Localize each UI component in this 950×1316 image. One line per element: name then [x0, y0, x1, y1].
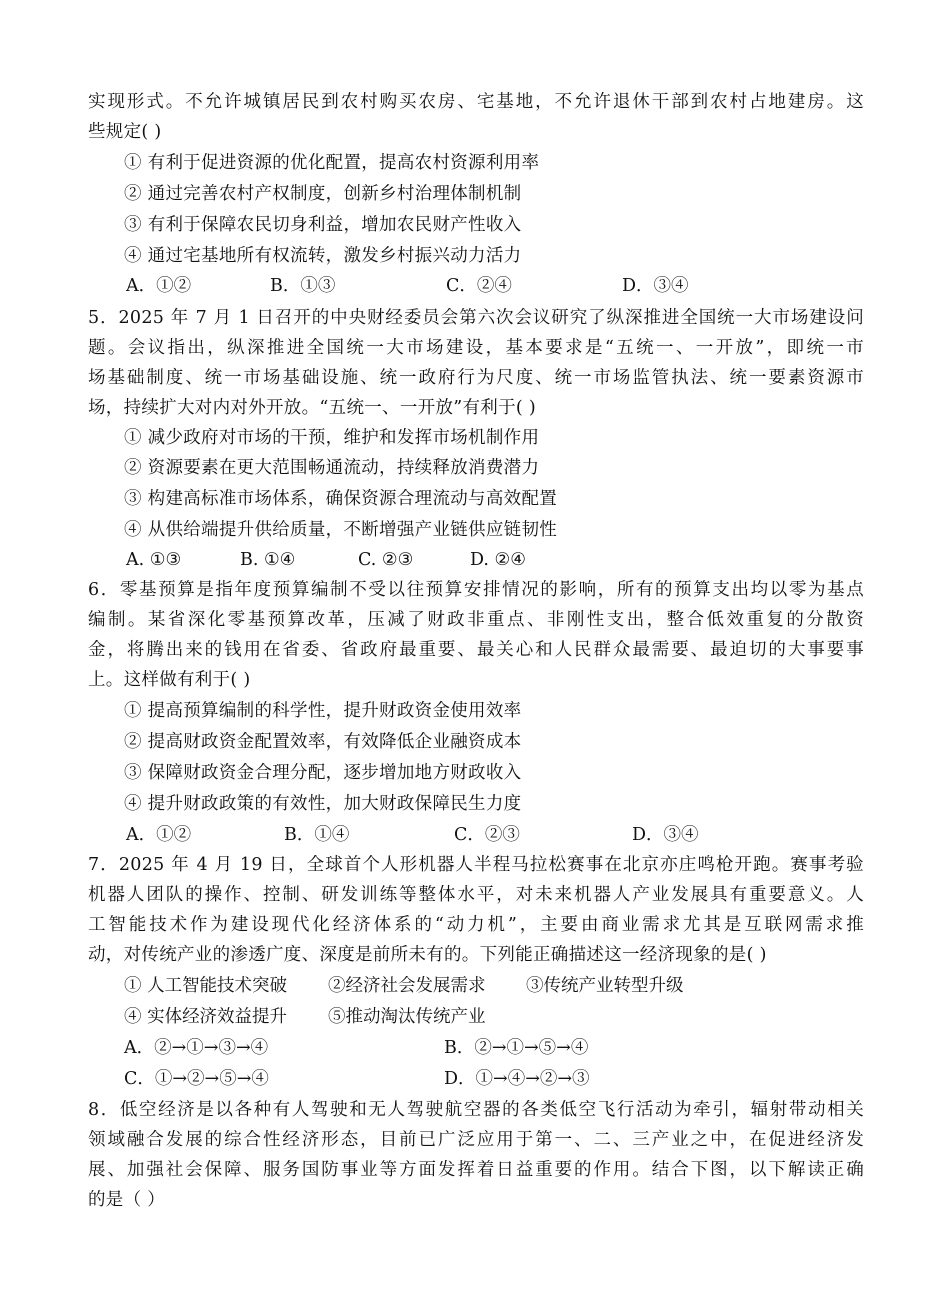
- q7-stem-line-1: 7．2025 年 4 月 19 日，全球首个人形机器人半程马拉松赛事在北京亦庄鸣枪开跑。赛事考验: [88, 855, 864, 875]
- q8-stem-line-2: 领域融合发展的综合性经济形态，目前已广泛应用于第一、二、三产业之中，在促进经济发: [88, 1130, 864, 1150]
- q5-stem-line-1: 5．2025 年 7 月 1 日召开的中央财经委员会第六次会议研究了纵深推进全国统一大市场建设问: [88, 308, 864, 328]
- q7-option-a: A．②→①→③→④: [124, 1038, 269, 1058]
- q4-item-1: ① 有利于促进资源的优化配置，提高农村资源利用率: [124, 153, 540, 173]
- q6-item-4: ④ 提升财政政策的有效性，加大财政保障民生力度: [124, 794, 522, 814]
- q6-stem-line-3: 金，将腾出来的钱用在省委、省政府最重要、最关心和人民群众最需要、最迫切的大事要事: [88, 640, 864, 660]
- q5-stem-line-2: 题。会议指出，纵深推进全国统一大市场建设，基本要求是“五统一、一开放”，即统一市: [88, 338, 864, 358]
- q5-stem-line-4: 场，持续扩大对内对外开放。“五统一、一开放”有利于( ): [88, 398, 537, 418]
- q7-option-d: D．①→④→②→③: [444, 1069, 590, 1089]
- q4-option-b: B．①③: [270, 276, 336, 296]
- q6-option-b: B．①④: [284, 825, 350, 845]
- q8-stem-line-3: 展、加强社会保障、服务国防事业等方面发挥着日益重要的作用。结合下图，以下解读正确: [88, 1160, 864, 1180]
- q4-item-2: ② 通过完善农村产权制度，创新乡村治理体制机制: [124, 184, 522, 204]
- q7-option-c: C．①→②→⑤→④: [124, 1069, 269, 1089]
- q5-stem-line-3: 场基础制度、统一市场基础设施、统一政府行为尺度、统一市场监管执法、统一要素资源市: [88, 368, 864, 388]
- q5-item-1: ① 减少政府对市场的干预，维护和发挥市场机制作用: [124, 428, 540, 448]
- q6-option-c: C．②③: [454, 825, 520, 845]
- q6-option-d: D．③④: [632, 825, 699, 845]
- q4-stem-line-2: 些规定( ): [88, 122, 162, 142]
- q5-item-3: ③ 构建高标准市场体系，确保资源合理流动与高效配置: [124, 489, 558, 509]
- q4-option-c: C．②④: [446, 276, 512, 296]
- q4-option-d: D．③④: [622, 276, 689, 296]
- q7-stem-line-3: 工智能技术作为建设现代化经济体系的“动力机”，主要由商业需求尤其是互联网需求推: [88, 915, 864, 935]
- q4-item-3: ③ 有利于保障农民切身利益，增加农民财产性收入: [124, 215, 522, 235]
- q7-item-2: ②经济社会发展需求: [328, 976, 486, 996]
- q5-item-4: ④ 从供给端提升供给质量，不断增强产业链供应链韧性: [124, 520, 558, 540]
- q5-option-c: C. ②③: [358, 550, 414, 570]
- q5-option-d: D. ②④: [470, 550, 526, 570]
- q7-item-1: ① 人工智能技术突破: [124, 976, 288, 996]
- q5-item-2: ② 资源要素在更大范围畅通流动，持续释放消费潜力: [124, 458, 540, 478]
- q6-item-2: ② 提高财政资金配置效率，有效降低企业融资成本: [124, 732, 522, 752]
- q8-stem-line-1: 8．低空经济是以各种有人驾驶和无人驾驶航空器的各类低空飞行活动为牵引，辐射带动相关: [88, 1100, 864, 1120]
- q6-stem-line-1: 6．零基预算是指年度预算编制不受以往预算安排情况的影响，所有的预算支出均以零为基点: [88, 580, 864, 600]
- q6-option-a: A．①②: [126, 825, 192, 845]
- q7-item-3: ③传统产业转型升级: [526, 976, 684, 996]
- q5-option-a: A. ①③: [126, 550, 182, 570]
- q7-item-5: ⑤推动淘汰传统产业: [328, 1007, 486, 1027]
- q6-item-1: ① 提高预算编制的科学性，提升财政资金使用效率: [124, 701, 522, 721]
- q4-stem-line-1: 实现形式。不允许城镇居民到农村购买农房、宅基地，不允许退休干部到农村占地建房。这: [88, 92, 864, 112]
- q8-stem-line-4: 的是（ ）: [88, 1190, 166, 1210]
- q7-stem-line-4: 动，对传统产业的渗透广度、深度是前所未有的。下列能正确描述这一经济现象的是( ): [88, 945, 767, 965]
- q4-option-a: A．①②: [126, 276, 192, 296]
- q7-item-4: ④ 实体经济效益提升: [124, 1007, 288, 1027]
- q6-item-3: ③ 保障财政资金合理分配，逐步增加地方财政收入: [124, 763, 522, 783]
- q4-item-4: ④ 通过宅基地所有权流转，激发乡村振兴动力活力: [124, 246, 522, 266]
- q6-stem-line-2: 编制。某省深化零基预算改革，压减了财政非重点、非刚性支出，整合低效重复的分散资: [88, 610, 864, 630]
- q6-stem-line-4: 上。这样做有利于( ): [88, 670, 251, 690]
- q7-option-b: B．②→①→⑤→④: [444, 1038, 589, 1058]
- q7-stem-line-2: 机器人团队的操作、控制、研发训练等整体水平，对未来机器人产业发展具有重要意义。人: [88, 885, 864, 905]
- q5-option-b: B. ①④: [240, 550, 296, 570]
